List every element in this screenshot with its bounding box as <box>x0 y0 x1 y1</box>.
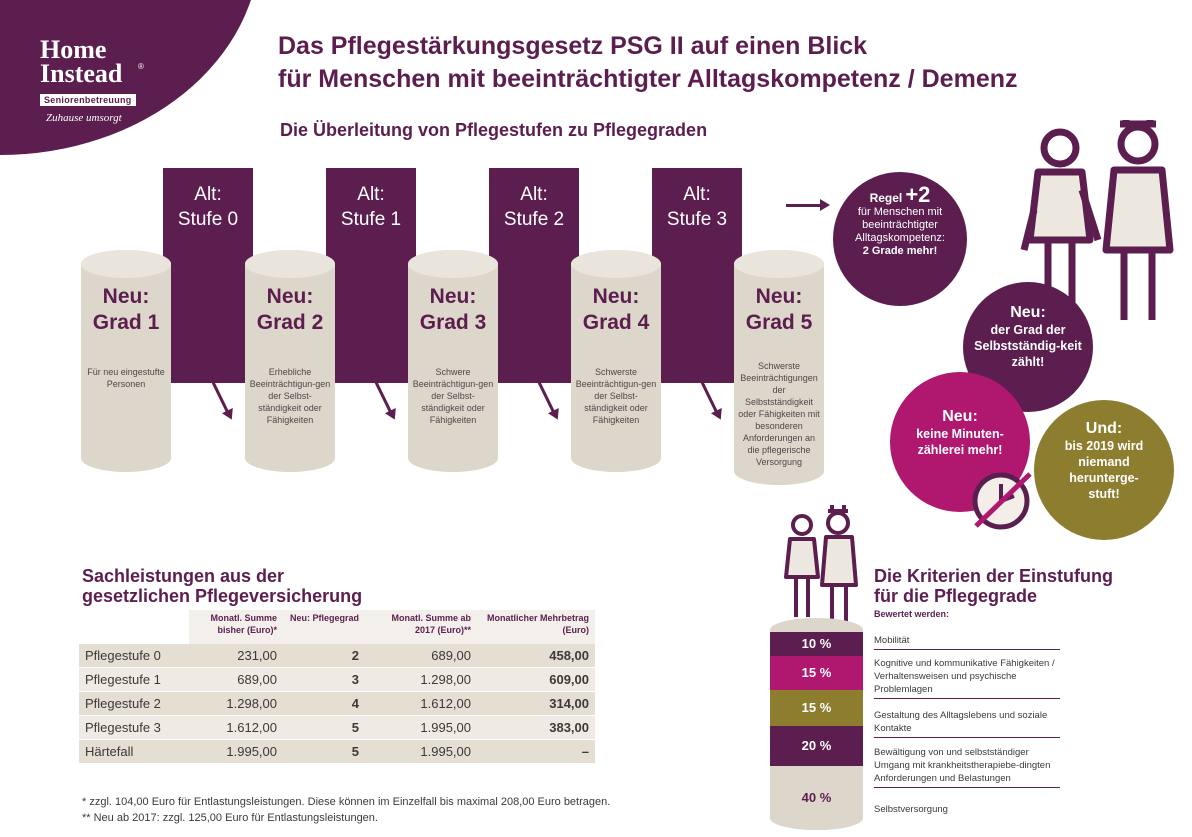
logo-tagline: Zuhause umsorgt <box>46 112 122 124</box>
table-header: Monatl. Summe bisher (Euro)* <box>189 610 283 644</box>
grade-description: Schwere Beeinträchtigun-gen der Selbst-ständigkeit oder Fähigkeiten <box>412 367 494 425</box>
table-row <box>79 692 595 716</box>
old-step-3 <box>652 168 742 383</box>
grade-3-cylinder <box>408 250 498 472</box>
footnote-2: ** Neu ab 2017: zzgl. 125,00 Euro für Entlastungsleistungen. <box>82 812 378 824</box>
regel-arrow-icon <box>786 204 822 207</box>
grade-name: Grad 2 <box>256 311 324 334</box>
grade-label: Neu: <box>755 285 803 308</box>
grade-5-cylinder <box>734 250 824 485</box>
table-cell: Pflegestufe 3 <box>79 716 189 740</box>
grade-name: Grad 1 <box>92 311 160 334</box>
grad-text: der Grad der Selbstständig-keit zählt! <box>974 323 1082 369</box>
criteria-segment: 40 % <box>770 766 863 830</box>
table-cell: 383,00 <box>477 716 595 740</box>
grade-description: Für neu eingestufte Personen <box>87 367 165 389</box>
table-cell: 1.995,00 <box>189 740 283 764</box>
criteria-item: Kognitive und kommunikative Fähigkeiten / Verhaltensweisen und psychische Problemlagen <box>874 657 1060 699</box>
home-instead-logo <box>40 35 123 88</box>
sachleistungen-table <box>79 610 595 764</box>
sachleistungen-title-line1: Sachleistungen aus der <box>82 566 285 586</box>
criteria-item: Selbstversorgung <box>874 804 948 815</box>
old-step-2 <box>489 168 579 383</box>
old-step-name: Stufe 3 <box>666 209 728 230</box>
table-row <box>79 716 595 740</box>
table-header: Monatl. Summe ab 2017 (Euro)** <box>365 610 477 644</box>
table-cell: 1.298,00 <box>365 668 477 692</box>
old-step-label: Alt: <box>194 184 222 205</box>
table-header: Monatlicher Mehrbetrag (Euro) <box>477 610 595 644</box>
old-step-name: Stufe 1 <box>340 209 402 230</box>
regel-bold: 2 Grade mehr! <box>862 245 938 257</box>
criteria-segment: 15 % <box>770 690 863 726</box>
regel-word: Regel <box>869 191 903 205</box>
grade-4-cylinder <box>571 250 661 472</box>
table-cell: 5 <box>283 716 365 740</box>
table-cell: 1.612,00 <box>365 692 477 716</box>
table-row <box>79 740 595 764</box>
grade-1-cylinder <box>81 250 171 472</box>
logo-line1: Home <box>40 35 107 64</box>
table-cell: Pflegestufe 1 <box>79 668 189 692</box>
grade-label: Neu: <box>266 285 314 308</box>
table-cell: Pflegestufe 0 <box>79 644 189 668</box>
old-step-label: Alt: <box>357 184 385 205</box>
page-title <box>278 30 1018 96</box>
grade-description: Schwerste Beeinträchtigun-gen der Selbst-ständigkeit oder Fähigkeiten <box>575 367 657 425</box>
table-cell: 5 <box>283 740 365 764</box>
old-step-label: Alt: <box>683 184 711 205</box>
table-cell: 1.995,00 <box>365 716 477 740</box>
kriterien-subtitle: Bewertet werden: <box>874 609 950 619</box>
table-row <box>79 668 595 692</box>
title-line1: Das Pflegestärkungsgesetz PSG II auf einen Blick <box>278 32 868 60</box>
regel-text: für Menschen mit beeinträchtigter Alltagskompetenz: <box>855 206 945 244</box>
table-cell: 458,00 <box>477 644 595 668</box>
table-cell: Härtefall <box>79 740 189 764</box>
kriterien-title <box>874 566 1113 606</box>
grad-head: Neu: <box>1010 304 1046 321</box>
grade-label: Neu: <box>429 285 477 308</box>
table-cell: 2 <box>283 644 365 668</box>
und-circle <box>1034 400 1174 540</box>
regel-circle <box>833 172 967 306</box>
criteria-segment: 15 % <box>770 656 863 690</box>
old-step-1 <box>326 168 416 383</box>
criteria-item: Bewältigung von und selbstständiger Umgang mit krankheitstherapiebe-dingten Anforderungen und Belastungen <box>874 746 1060 788</box>
grade-label: Neu: <box>102 285 150 308</box>
kriterien-title-line2: für die Pflegegrade <box>874 586 1038 606</box>
criteria-item: Gestaltung des Alltagslebens und soziale Kontakte <box>874 709 1060 738</box>
grade-description: Schwerste Beeinträchtigungen der Selbstständigkeit oder Fähigkeiten mit besonderen Anforderungen an die pflegerische Versorgung <box>738 361 820 467</box>
table-row <box>79 644 595 668</box>
criteria-segment: 10 % <box>770 632 863 656</box>
old-step-label: Alt: <box>520 184 548 205</box>
table-header-row <box>79 610 595 644</box>
old-step-name: Stufe 2 <box>503 209 565 230</box>
old-step-name: Stufe 0 <box>177 209 239 230</box>
sachleistungen-title-line2: gesetzlichen Pflegeversicherung <box>82 586 363 606</box>
crossed-clock-icon <box>968 466 1038 536</box>
logo-subtitle: Seniorenbetreuung <box>40 94 136 106</box>
kriterien-title-line1: Die Kriterien der Einstufung <box>874 566 1114 586</box>
table-cell: 1.298,00 <box>189 692 283 716</box>
footnote-1: * zzgl. 104,00 Euro für Entlastungsleistungen. Diese können im Einzelfall bis maximal 208,00 Euro betragen. <box>82 796 611 808</box>
und-head: Und: <box>1085 420 1123 437</box>
table-cell: Pflegestufe 2 <box>79 692 189 716</box>
table-cell: 314,00 <box>477 692 595 716</box>
table-cell: 3 <box>283 668 365 692</box>
table-cell: – <box>477 740 595 764</box>
table-cell: 1.612,00 <box>189 716 283 740</box>
criteria-segment: 20 % <box>770 726 863 766</box>
criteria-item: Mobilität <box>874 634 1060 650</box>
logo-line2: Instead <box>40 59 123 88</box>
table-cell: 1.995,00 <box>365 740 477 764</box>
sachleistungen-title <box>82 566 362 606</box>
grade-name: Grad 4 <box>582 311 650 334</box>
minuten-text: keine Minuten-zählerei mehr! <box>916 427 1004 457</box>
grade-label: Neu: <box>592 285 640 308</box>
grade-name: Grad 3 <box>419 311 487 334</box>
old-step-0 <box>163 168 253 383</box>
grade-name: Grad 5 <box>745 311 813 334</box>
couple-small-icon <box>774 505 864 625</box>
table-cell: 689,00 <box>365 644 477 668</box>
table-cell: 231,00 <box>189 644 283 668</box>
table-cell: 689,00 <box>189 668 283 692</box>
title-line2: für Menschen mit beeinträchtigter Alltagskompetenz / Demenz <box>278 65 1018 93</box>
table-cell: 609,00 <box>477 668 595 692</box>
logo-registered: ® <box>138 62 144 71</box>
table-cell: 4 <box>283 692 365 716</box>
regel-number: +2 <box>905 182 931 207</box>
grade-2-cylinder <box>245 250 335 472</box>
grade-description: Erhebliche Beeinträchtigun-gen der Selbst-ständigkeit oder Fähigkeiten <box>249 367 331 425</box>
table-header <box>79 610 189 644</box>
minuten-head: Neu: <box>942 408 978 425</box>
und-text: bis 2019 wird niemand herunterge-stuft! <box>1064 439 1144 501</box>
section-subtitle: Die Überleitung von Pflegestufen zu Pflegegraden <box>280 120 708 140</box>
table-header: Neu: Pflegegrad <box>283 610 365 644</box>
logo-background <box>0 0 260 155</box>
